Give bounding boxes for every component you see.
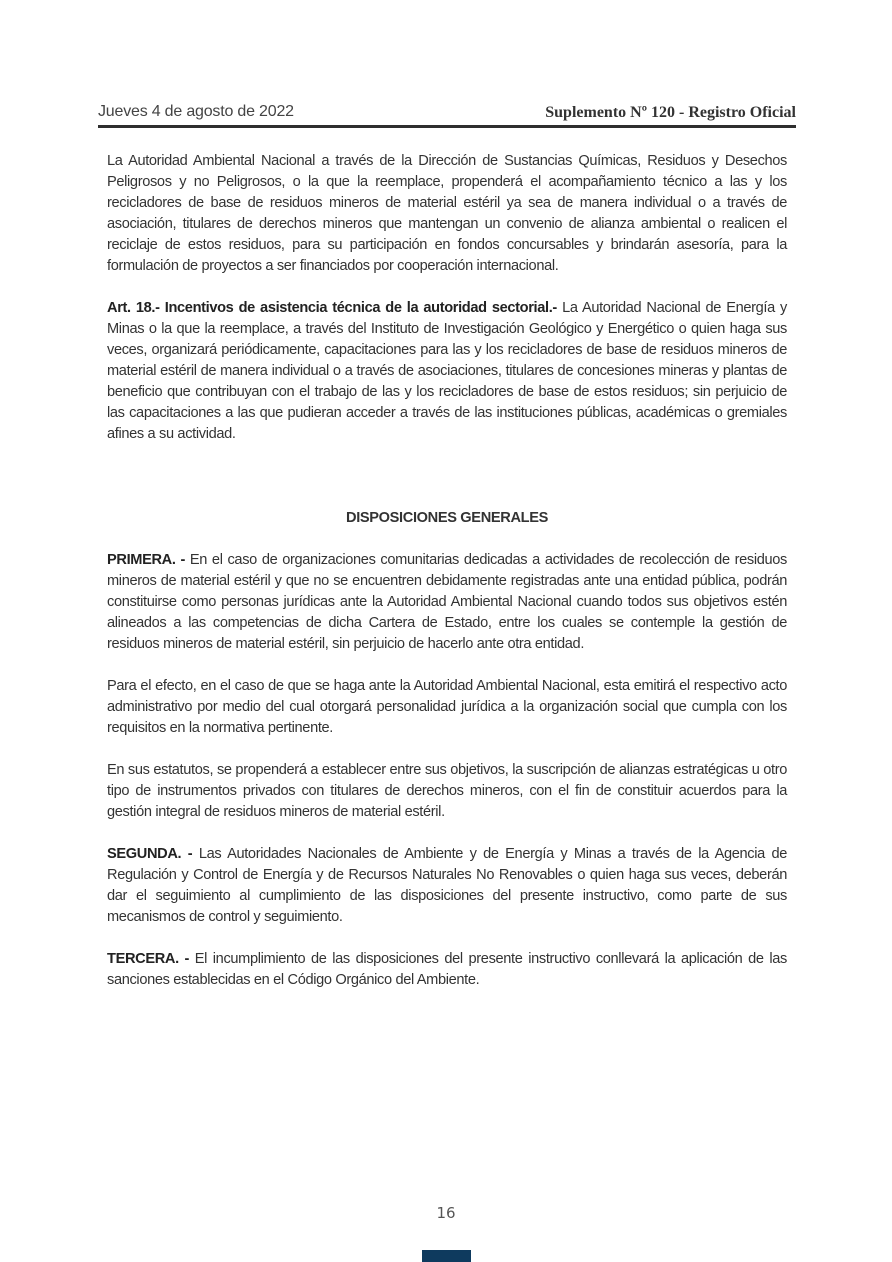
article-18	[107, 298, 787, 445]
spacer	[107, 739, 787, 760]
header-rule	[98, 125, 796, 128]
disposicion-tercera	[107, 949, 787, 991]
article-18-title: Art. 18.- Incentivos de asistencia técnica de la autoridad sectorial.-	[107, 300, 557, 316]
header-date: Jueves 4 de agosto de 2022	[98, 103, 294, 120]
paragraph-autoridad-ambiental: La Autoridad Ambiental Nacional a través de la Dirección de Sustancias Químicas, Residuos y Desechos Peligrosos y no Peligrosos, o la que la reemplace, propenderá el acompañamiento técnico a las y los recicladores de base de residuos mineros de material estéril ya sea de manera individual o a través de asociación, titulares de derechos mineros que mantengan un convenio de alianza ambiental o realicen el reciclaje de estos residuos, para su participación en fondos concursables y brindarán asesoría, para la formulación de proyectos a ser financiados por cooperación internacional.	[107, 153, 787, 274]
tercera-body: El incumplimiento de las disposiciones del presente instructivo conllevará la aplicación de las sanciones establecidas en el Código Orgánico del Ambiente.	[107, 951, 787, 988]
segunda-title: SEGUNDA. -	[107, 846, 193, 862]
spacer	[107, 823, 787, 844]
disposicion-segunda	[107, 844, 787, 928]
paragraph-estatutos: En sus estatutos, se propenderá a establecer entre sus objetivos, la suscripción de alianzas estratégicas u otro tipo de instrumentos privados con titulares de derechos mineros, con el fin de constituir acuerdos para la gestión integral de residuos mineros de material estéril.	[107, 762, 787, 820]
disposicion-primera	[107, 550, 787, 655]
primera-title: PRIMERA. -	[107, 552, 185, 568]
section-title: DISPOSICIONES GENERALES	[346, 510, 548, 526]
spacer	[107, 928, 787, 949]
document-body	[107, 151, 787, 991]
paragraph-para-el-efecto: Para el efecto, en el caso de que se haga ante la Autoridad Ambiental Nacional, esta emitirá el respectivo acto administrativo por medio del cual otorgará personalidad jurídica a la organización social que cumpla con los requisitos en la normativa pertinente.	[107, 678, 787, 736]
header-publication: Suplemento Nº 120 - Registro Oficial	[545, 104, 796, 121]
segunda-body: Las Autoridades Nacionales de Ambiente y de Energía y Minas a través de la Agencia de Regulación y Control de Energía y de Recursos Naturales No Renovables o quien haga sus veces, deberán dar el seguimiento al cumplimiento de las disposiciones del presente instructivo, como parte de sus mecanismos de control y seguimiento.	[107, 846, 787, 925]
page-header	[98, 103, 796, 125]
page-number: 16	[436, 1204, 456, 1222]
spacer	[107, 277, 787, 298]
spacer	[107, 529, 787, 550]
primera-body: En el caso de organizaciones comunitarias dedicadas a actividades de recolección de residuos mineros de material estéril y que no se encuentren debidamente registradas ante una entidad pública, podrán constituirse como personas jurídicas ante la Autoridad Ambiental Nacional cuando todos sus objetivos estén alineados a las competencias de dicha Cartera de Estado, entre los cuales se contemple la gestión de residuos mineros de material estéril, sin perjuicio de hacerlo ante otra entidad.	[107, 552, 787, 652]
spacer	[107, 655, 787, 676]
spacer	[107, 445, 787, 508]
tercera-title: TERCERA. -	[107, 951, 190, 967]
footer-bar	[422, 1250, 471, 1262]
article-18-body: La Autoridad Nacional de Energía y Minas o la que la reemplace, a través del Instituto de Investigación Geológico y Energético o quien haga sus veces, organizará periódicamente, capacitaciones para las y los recicladores de base de residuos mineros de material estéril de manera individual o a través de asociaciones, titulares de concesiones mineras y plantas de beneficio que contribuyan con el trabajo de las y los recicladores de base de estos residuos; sin perjuicio de las capacitaciones a las que pudieran acceder a través de las instituciones públicas, académicas o gremiales afines a su actividad.	[107, 300, 787, 442]
